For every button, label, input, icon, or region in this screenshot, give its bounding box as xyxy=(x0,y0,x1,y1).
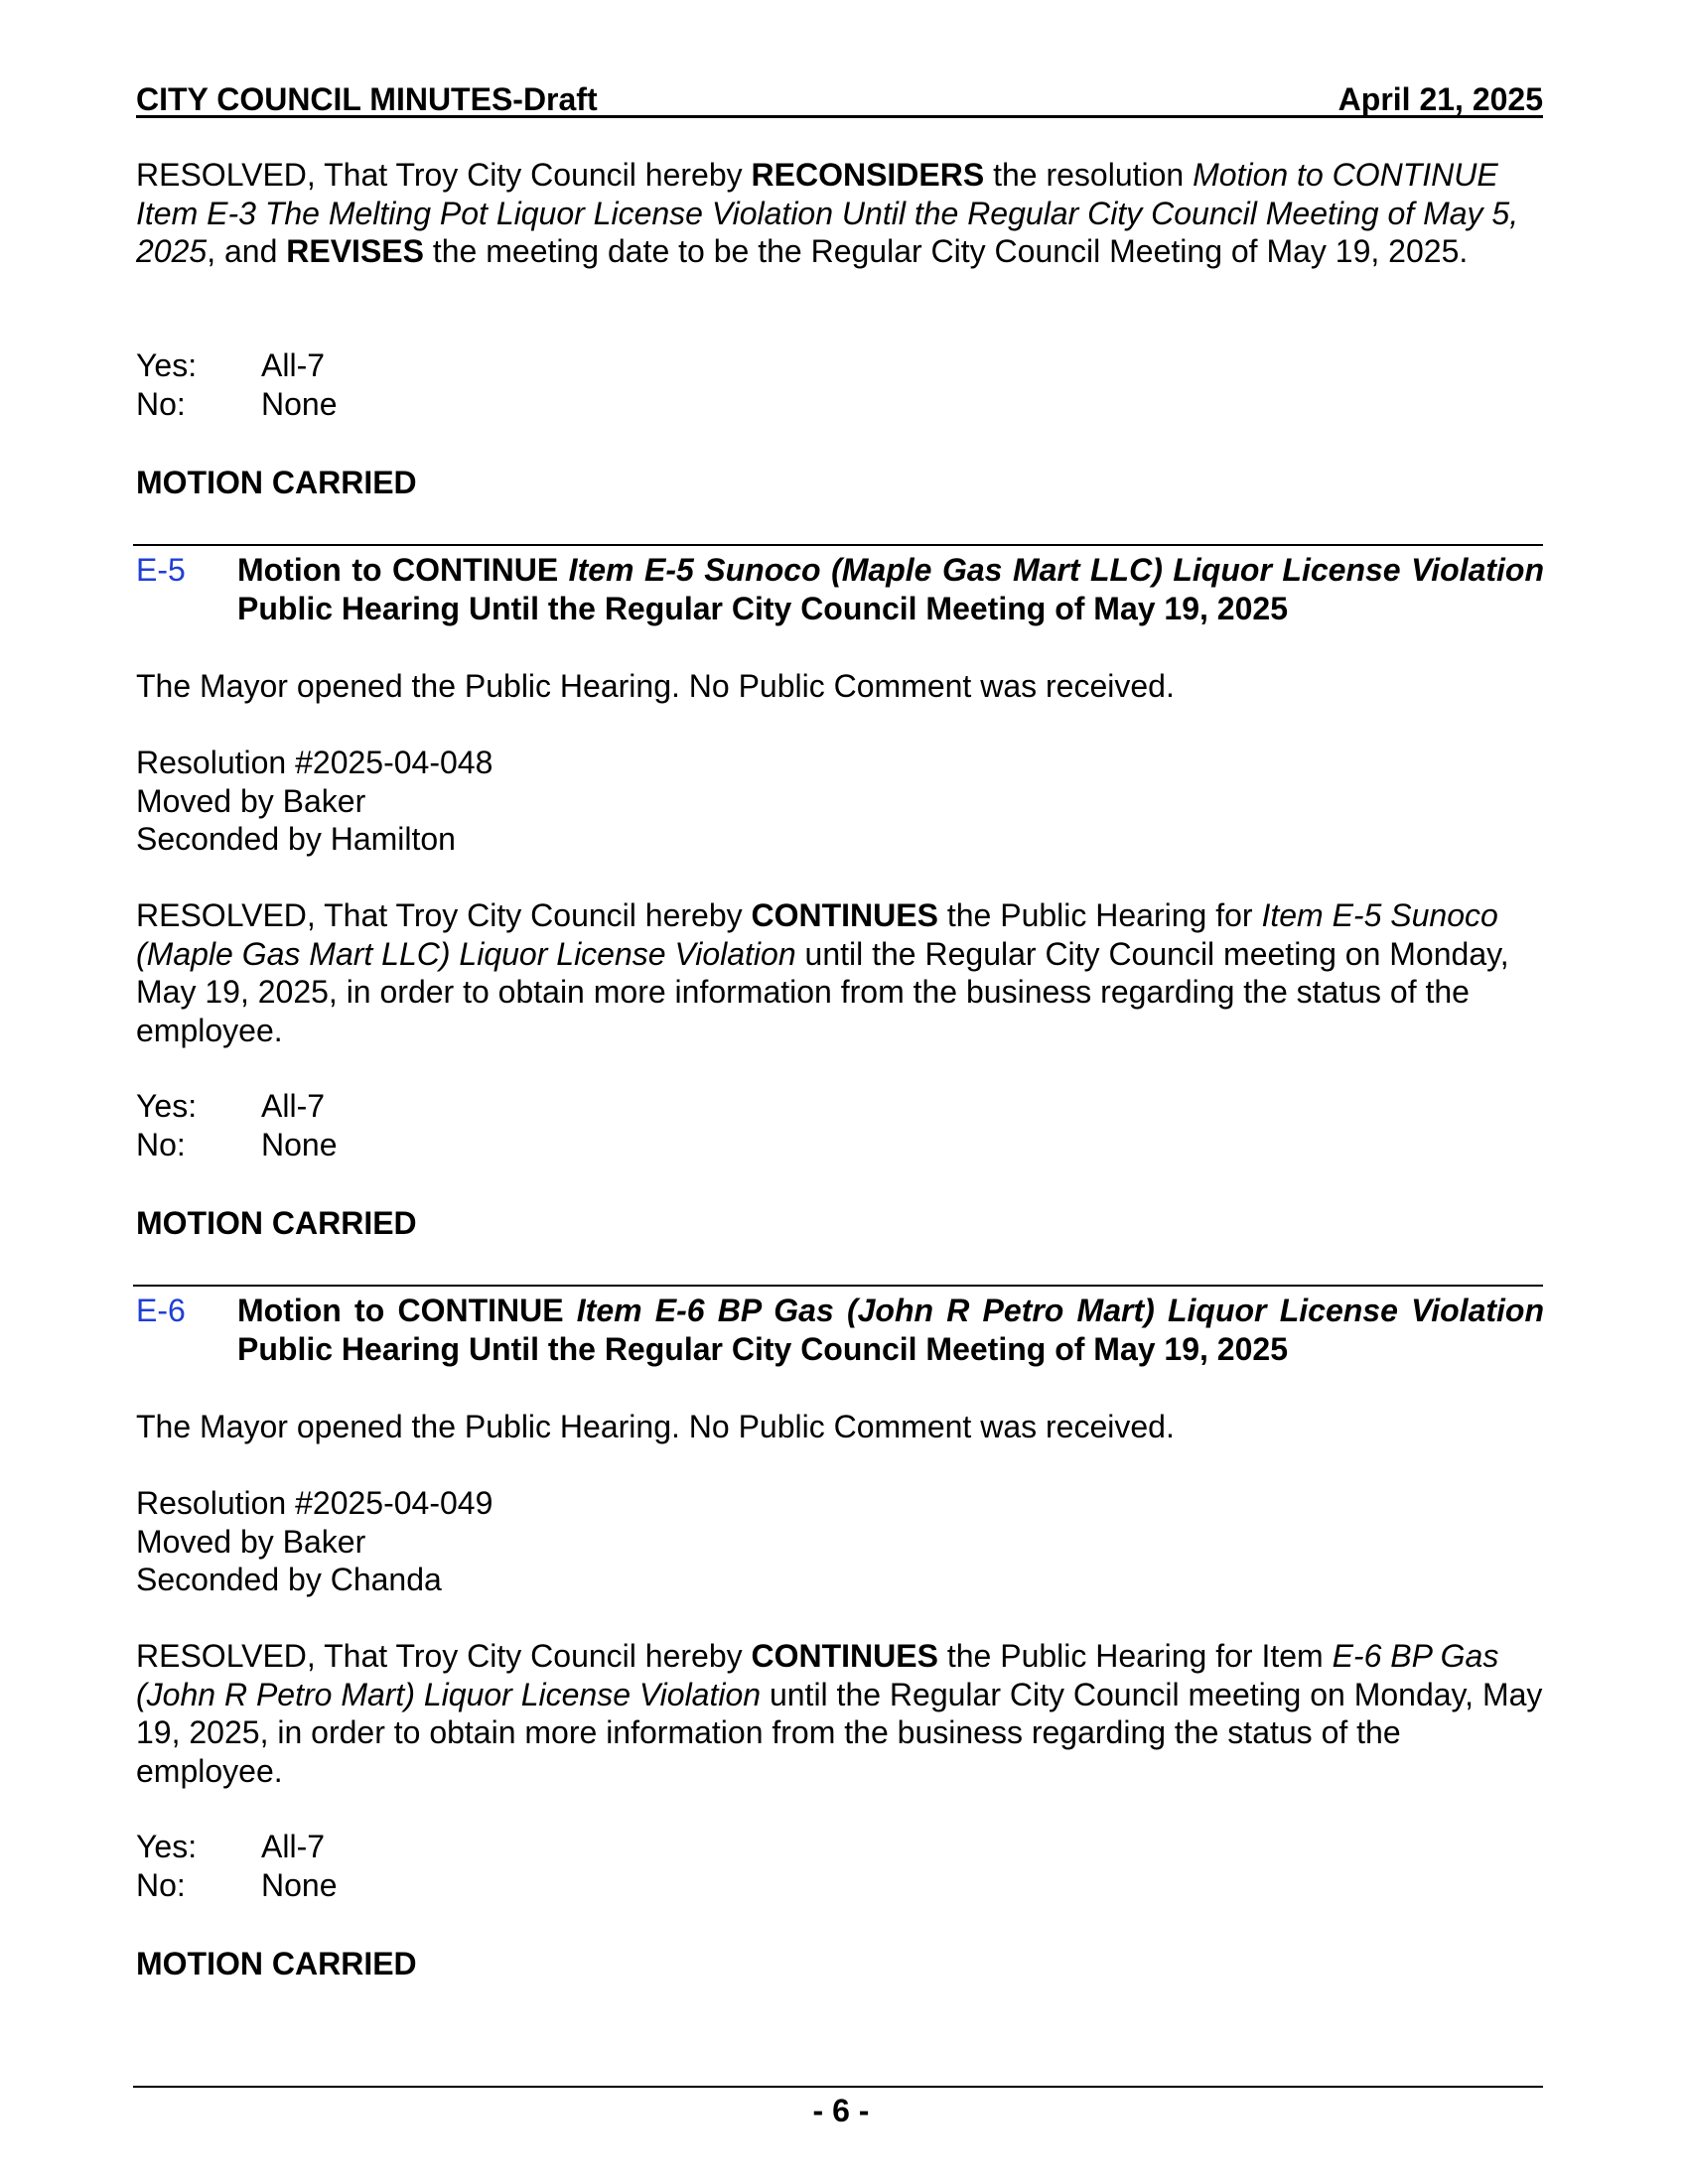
seconded-by: Seconded by Hamilton xyxy=(136,821,456,857)
motion-carried: MOTION CARRIED xyxy=(136,1946,417,1981)
section-divider xyxy=(133,544,1543,546)
page-number: - 6 - xyxy=(812,2093,870,2128)
moved-by: Moved by Baker xyxy=(136,1523,366,1560)
motion-carried: MOTION CARRIED xyxy=(136,465,417,500)
header-title: CITY COUNCIL MINUTES-Draft xyxy=(136,81,598,117)
resolution-text: RESOLVED, That Troy City Council hereby CONTINUES the Public Hearing for Item E-6 BP Gas (John R Petro Mart) Liquor License Violation until the Regular City Council meeting on Monday, May 19, 2025, in order to obtain more information from the business regarding the status of the employee. xyxy=(136,1638,1543,1789)
motion-carried: MOTION CARRIED xyxy=(136,1205,417,1241)
hearing-opened: The Mayor opened the Public Hearing. No Public Comment was received. xyxy=(136,1409,1175,1444)
vote-yes: Yes: All-7 xyxy=(136,1088,326,1124)
reconsider-resolution: RESOLVED, That Troy City Council hereby RECONSIDERS the resolution Motion to CONTINUE Item E-3 The Melting Pot Liquor License Violation Until the Regular City Council Meeting of May 5, 2025, and REVISES the meeting date to be the Regular City Council Meeting of May 19, 2025. xyxy=(136,157,1519,269)
item-title: Motion to CONTINUE Item E-6 BP Gas (John R Petro Mart) Liquor License Violation Public Hearing Until the Regular City Council Meeting of May 19, 2025 xyxy=(237,1293,1545,1367)
item-number: E-6 xyxy=(136,1293,186,1328)
vote-no: No: None xyxy=(136,1127,338,1162)
vote-no: No: None xyxy=(136,1867,338,1903)
hearing-opened: The Mayor opened the Public Hearing. No Public Comment was received. xyxy=(136,668,1175,704)
resolution-info xyxy=(136,1484,1546,1599)
seconded-by: Seconded by Chanda xyxy=(136,1562,442,1597)
item-number: E-5 xyxy=(136,552,186,588)
header-date: April 21, 2025 xyxy=(1337,81,1543,117)
vote-no: No: None xyxy=(136,386,338,422)
item-title: Motion to CONTINUE Item E-5 Sunoco (Maple Gas Mart LLC) Liquor License Violation Public Hearing Until the Regular City Council Meeting of May 19, 2025 xyxy=(237,552,1545,626)
vote-yes: Yes: All-7 xyxy=(136,1829,326,1864)
resolution-info xyxy=(136,744,1546,859)
moved-by: Moved by Baker xyxy=(136,782,366,819)
resolution-text: RESOLVED, That Troy City Council hereby CONTINUES the Public Hearing for Item E-5 Sunoco (Maple Gas Mart LLC) Liquor License Violation until the Regular City Council meeting on Monday, May 19, 2025, in order to obtain more information from the business regarding the status of the employee. xyxy=(136,897,1509,1048)
footer-divider xyxy=(133,2086,1543,2088)
page-header xyxy=(136,81,1543,118)
vote-yes: Yes: All-7 xyxy=(136,347,326,383)
resolution-number: Resolution #2025-04-049 xyxy=(136,1485,493,1521)
resolution-number: Resolution #2025-04-048 xyxy=(136,745,493,780)
section-divider xyxy=(133,1285,1543,1287)
